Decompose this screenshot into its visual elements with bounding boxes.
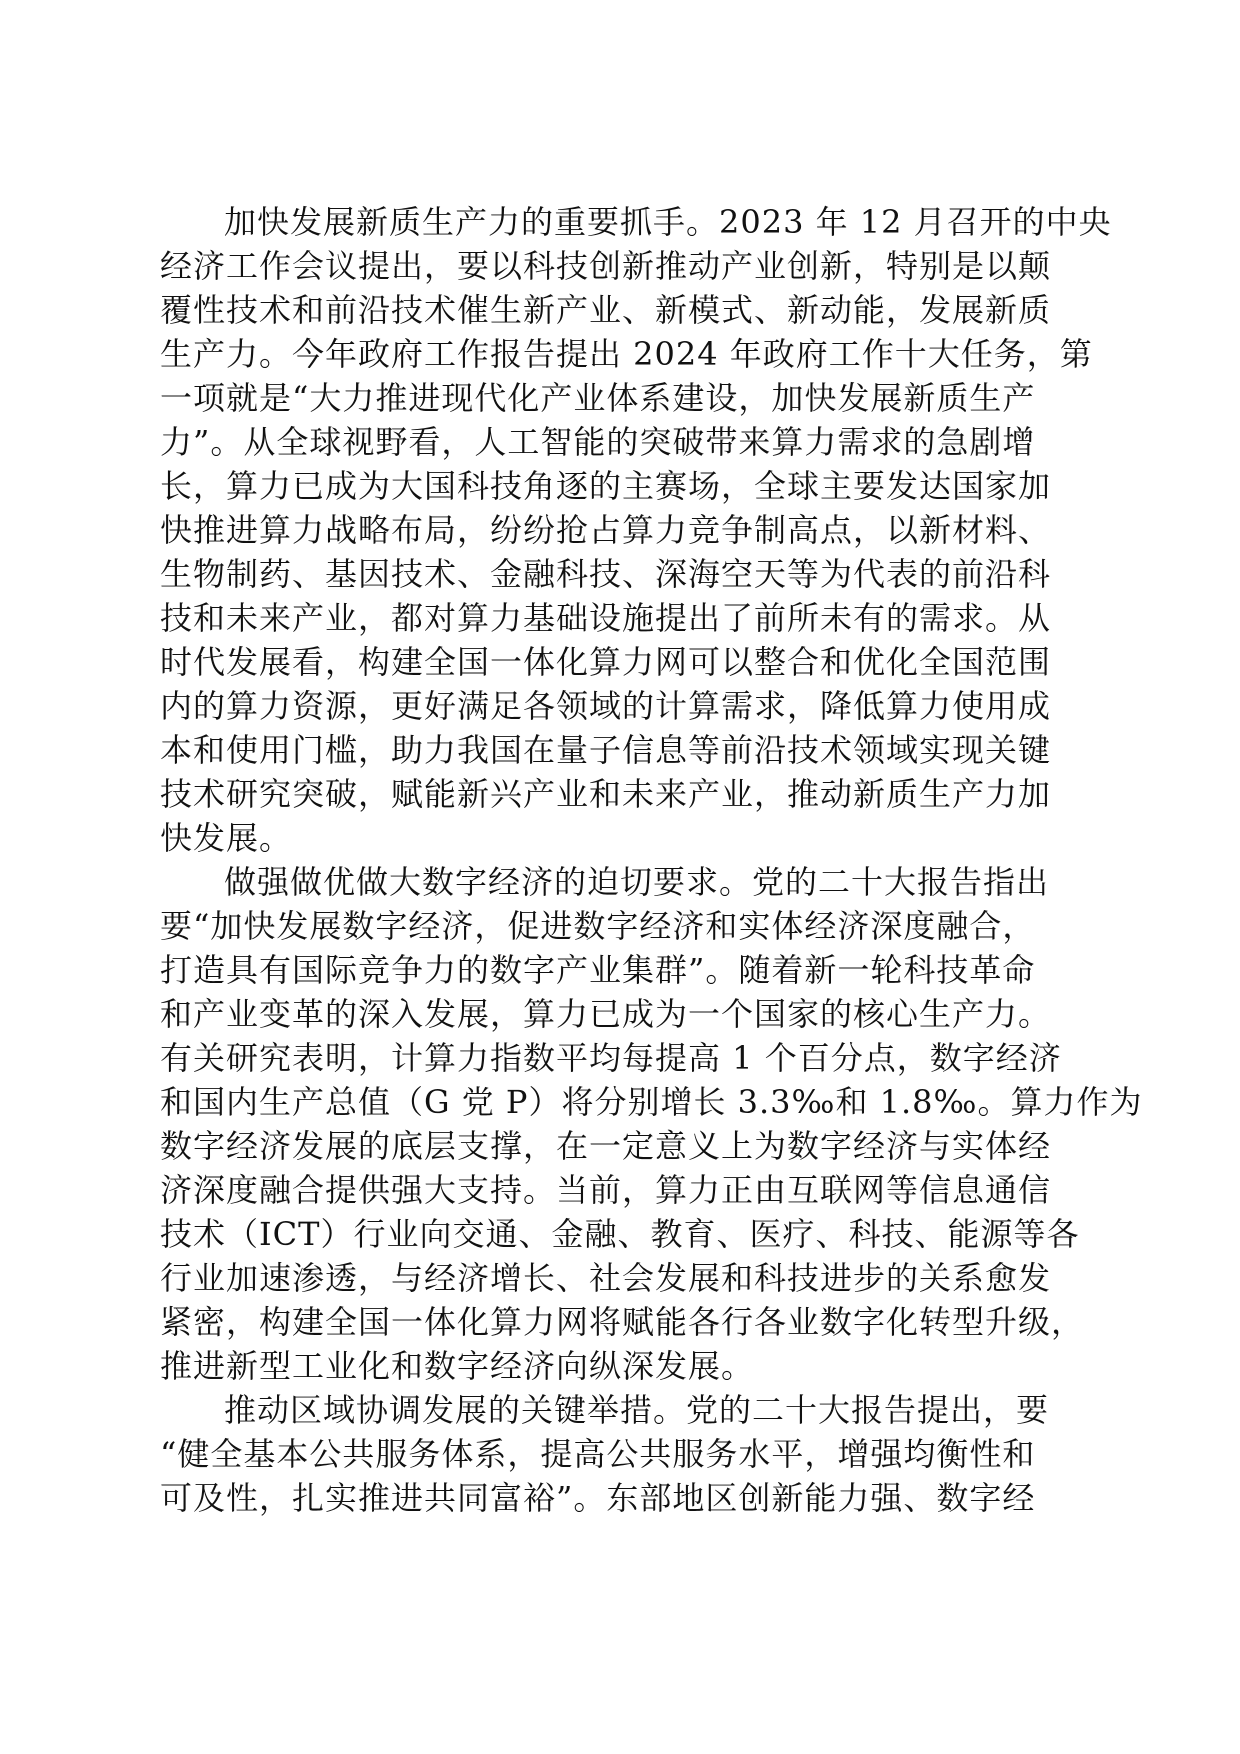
paragraph-digital-economy xyxy=(160,860,1143,1388)
text-line: 和产业变革的深入发展，算力已成为一个国家的核心生产力。 xyxy=(160,995,1052,1033)
text-line: 长，算力已成为大国科技角逐的主赛场，全球主要发达国家加 xyxy=(160,467,1052,505)
text-line: 紧密，构建全国一体化算力网将赋能各行各业数字化转型升级， xyxy=(160,1303,1085,1341)
text-line: 技术研究突破，赋能新兴产业和未来产业，推动新质生产力加 xyxy=(160,775,1052,813)
text-line: 行业加速渗透，与经济增长、社会发展和科技进步的关系愈发 xyxy=(160,1259,1052,1297)
text-line: 快发展。 xyxy=(160,819,293,857)
text-line: 打造具有国际竞争力的数字产业集群”。随着新一轮科技革命 xyxy=(160,951,1036,989)
text-line: 生物制药、基因技术、金融科技、深海空天等为代表的前沿科 xyxy=(160,555,1052,593)
text-line: 时代发展看，构建全国一体化算力网可以整合和优化全国范围 xyxy=(160,643,1052,681)
text-line: 济深度融合提供强大支持。当前，算力正由互联网等信息通信 xyxy=(160,1171,1052,1209)
text-line: 可及性，扎实推进共同富裕”。东部地区创新能力强、数字经 xyxy=(160,1479,1036,1517)
text-line: 一项就是“大力推进现代化产业体系建设，加快发展新质生产 xyxy=(160,379,1036,417)
text-line: 技术（ICT）行业向交通、金融、教育、医疗、科技、能源等各 xyxy=(160,1215,1080,1253)
text-line: 经济工作会议提出，要以科技创新推动产业创新，特别是以颠 xyxy=(160,247,1052,285)
text-line: “健全基本公共服务体系，提高公共服务水平，增强均衡性和 xyxy=(160,1435,1036,1473)
text-line: 技和未来产业，都对算力基础设施提出了前所未有的需求。从 xyxy=(160,599,1052,637)
text-line: 和国内生产总值（G 党 P）将分别增长 3.3‰和 1.8‰。算力作为 xyxy=(160,1083,1143,1121)
paragraph-regional-development xyxy=(160,1388,1080,1520)
paragraph-new-productive-forces xyxy=(160,200,1112,860)
text-line: 内的算力资源，更好满足各领域的计算需求，降低算力使用成 xyxy=(160,687,1052,725)
text-line: 数字经济发展的底层支撑，在一定意义上为数字经济与实体经 xyxy=(160,1127,1052,1165)
text-line: 推进新型工业化和数字经济向纵深发展。 xyxy=(160,1347,755,1385)
text-line: 推动区域协调发展的关键举措。党的二十大报告提出，要 xyxy=(224,1391,1050,1429)
document-page xyxy=(160,200,1143,1520)
text-line: 做强做优做大数字经济的迫切要求。党的二十大报告指出 xyxy=(224,863,1050,901)
text-line: 有关研究表明，计算力指数平均每提高 1 个百分点，数字经济 xyxy=(160,1039,1062,1077)
text-line: 本和使用门槛，助力我国在量子信息等前沿技术领域实现关键 xyxy=(160,731,1052,769)
text-line: 覆性技术和前沿技术催生新产业、新模式、新动能，发展新质 xyxy=(160,291,1052,329)
text-line: 要“加快发展数字经济，促进数字经济和实体经济深度融合， xyxy=(160,907,1036,945)
text-line: 生产力。今年政府工作报告提出 2024 年政府工作十大任务，第 xyxy=(160,335,1093,373)
text-line: 力”。从全球视野看，人工智能的突破带来算力需求的急剧增 xyxy=(160,423,1036,461)
text-line: 加快发展新质生产力的重要抓手。2023 年 12 月召开的中央 xyxy=(224,203,1112,241)
text-line: 快推进算力战略布局，纷纷抢占算力竞争制高点，以新材料、 xyxy=(160,511,1052,549)
